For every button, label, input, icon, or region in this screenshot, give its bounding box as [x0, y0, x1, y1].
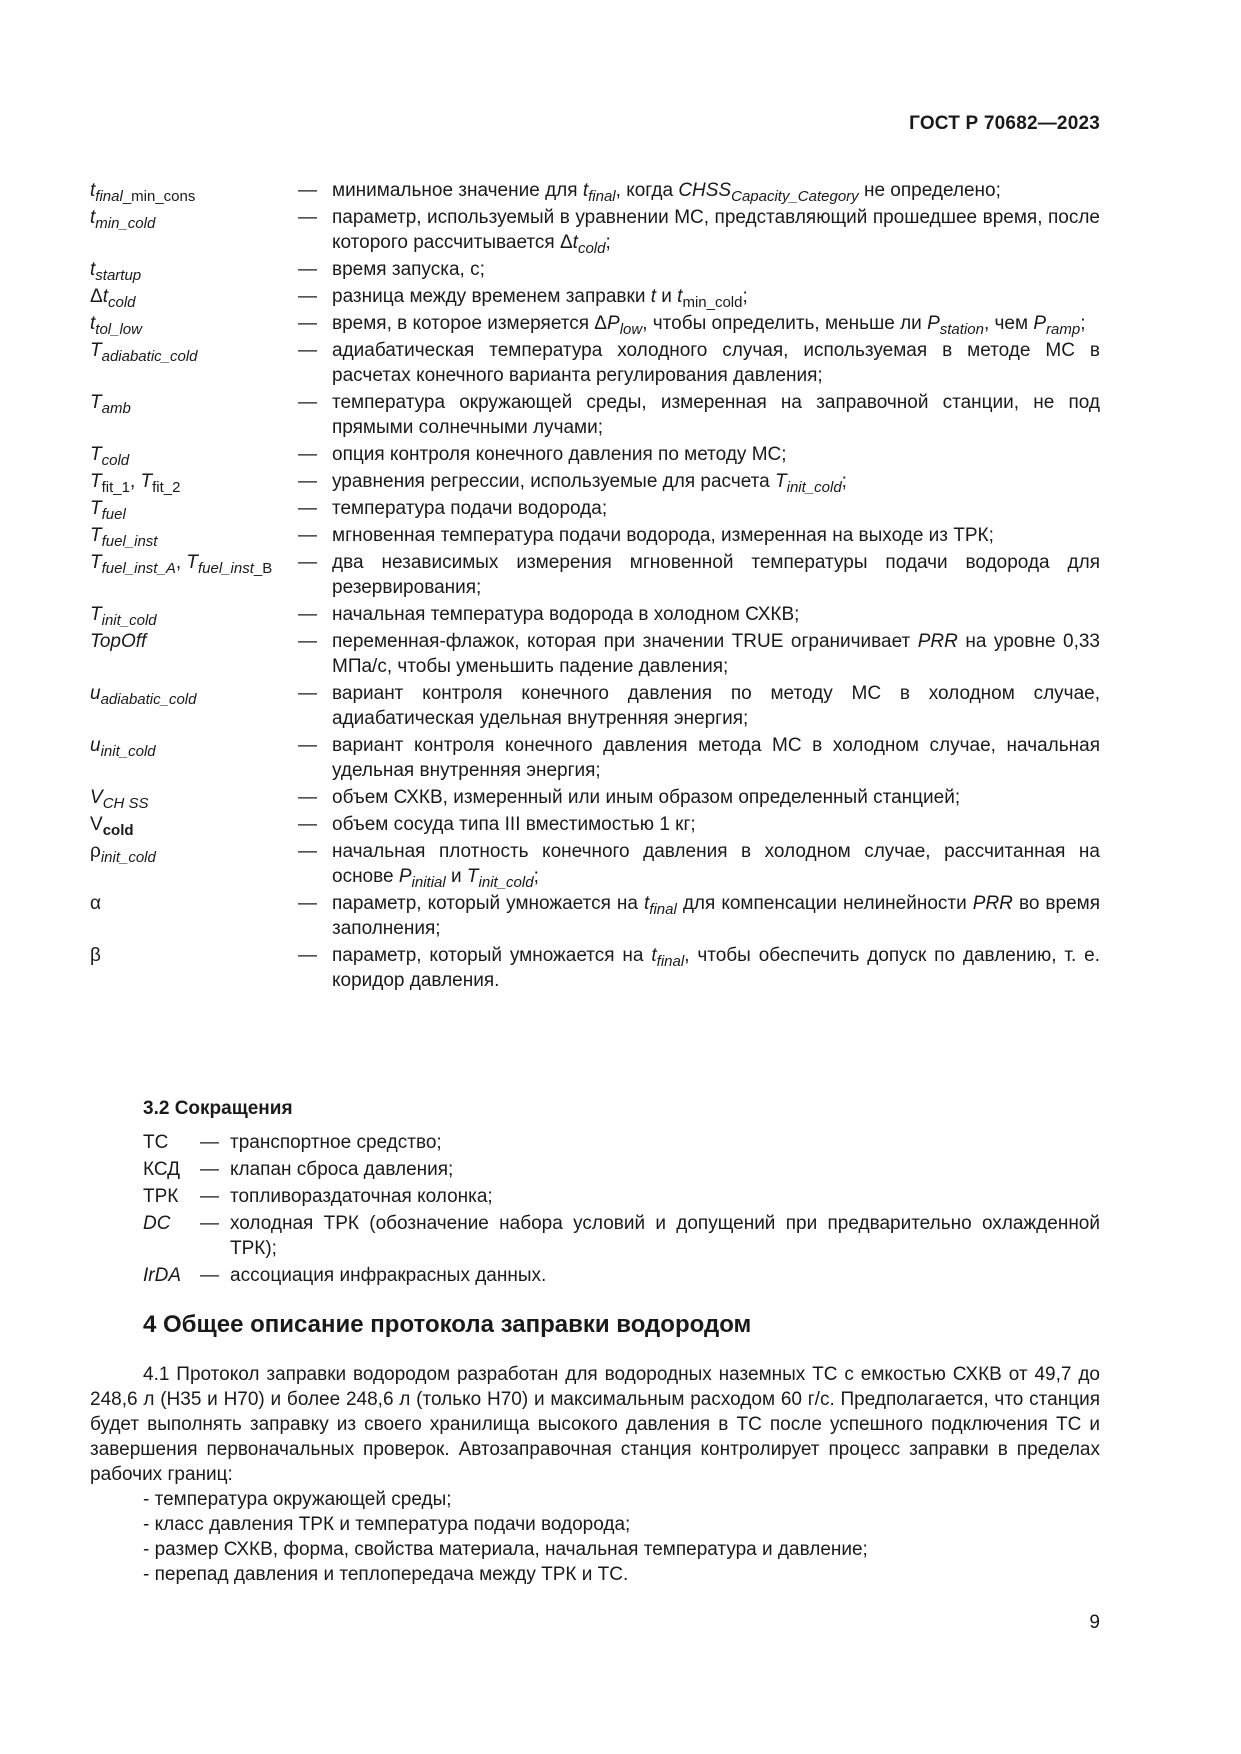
- symbol: $\rho_{init\_cold}$: [90, 841, 156, 866]
- definition-row: [90, 891, 1100, 941]
- abbreviation-text: топливораздаточная колонка;: [230, 1186, 493, 1207]
- abbreviation-text: клапан сброса давления;: [230, 1159, 454, 1180]
- definition-row: [90, 496, 1100, 521]
- definition-row: [90, 629, 1100, 679]
- definition-row: [90, 839, 1100, 889]
- definition-row: [90, 311, 1100, 336]
- definition-text: переменная-флажок, которая при значении TRUE ограничивает PRR на уровне 0,33 МПа/с, чтобы уменьшить падение давления;: [332, 631, 1100, 677]
- definition-text: вариант контроля конечного давления метода МС в холодном случае, начальная удельная внутренняя энергия;: [332, 735, 1100, 781]
- definition-text: температура подачи водорода;: [332, 498, 608, 519]
- definition-text: время запуска, с;: [332, 259, 485, 280]
- abbreviation-row: [143, 1130, 1100, 1155]
- definition-text: параметр, который умножается на $t_{final}$ для компенсации нелинейности PRR во время заполнения;: [332, 893, 1101, 939]
- definition-row: [90, 442, 1100, 467]
- dash: —: [298, 259, 317, 280]
- dash: —: [298, 180, 317, 201]
- definition-row: [90, 681, 1100, 731]
- definition-text: минимальное значение для $t_{final}$, когда $CHSS_{Capacity\_Category}$ не определено;: [332, 180, 1001, 205]
- definition-row: [90, 602, 1100, 627]
- symbol: $T_{amb}$: [90, 392, 131, 417]
- symbol: $V_{cold}$: [90, 814, 134, 839]
- definitions-list: [90, 178, 1100, 995]
- definition-row: [90, 733, 1100, 783]
- dash: —: [298, 735, 317, 756]
- dash: —: [298, 552, 317, 573]
- dash: —: [298, 841, 317, 862]
- dash: —: [200, 1265, 219, 1286]
- definition-text: температура окружающей среды, измеренная на заправочной станции, не под прямыми солнечными лучами;: [332, 392, 1100, 438]
- dash: —: [298, 631, 317, 652]
- symbol: $u_{adiabatic\_cold}$: [90, 683, 197, 708]
- abbreviation-text: холодная ТРК (обозначение набора условий и допущений при предварительно охлажденной ТРК);: [230, 1213, 1100, 1259]
- body-paragraph: 4.1 Протокол заправки водородом разработан для водородных наземных ТС с емкостью СХКВ от 49,7 до 248,6 л (Н35 и Н70) и более 248,6 л (только Н70) и максимальным расходом 60 г/с. Предполагается, что станция будет выполнять заправку из своего хранилища высокого давления в ТС после успешного подключения ТС и завершения первоначальных проверок. Автозаправочная станция контролирует процесс заправки в пределах рабочих границ:: [90, 1364, 1100, 1485]
- definition-row: [90, 943, 1100, 993]
- symbol: $V_{CH SS}$: [90, 787, 149, 812]
- dash: —: [298, 392, 317, 413]
- definition-text: уравнения регрессии, используемые для расчета $T_{init\_cold}$;: [332, 471, 847, 496]
- abbreviation-row: [143, 1184, 1100, 1209]
- definition-text: мгновенная температура подачи водорода, измеренная на выходе из ТРК;: [332, 525, 994, 546]
- dash: —: [298, 286, 317, 307]
- definition-row: [90, 205, 1100, 255]
- symbol: $u_{init\_cold}$: [90, 735, 156, 760]
- dash: —: [298, 340, 317, 361]
- definition-text: разница между временем заправки t и $t_{min\_cold}$;: [332, 286, 748, 311]
- symbol: $t_{min\_cold}$: [90, 207, 156, 232]
- symbol: $T_{fit\_1}$, $T_{fit\_2}$: [90, 471, 181, 496]
- abbreviation-row: [143, 1211, 1100, 1261]
- dash: —: [298, 604, 317, 625]
- definition-text: объем СХКВ, измеренный или иным образом определенный станцией;: [332, 787, 961, 808]
- dash: —: [298, 683, 317, 704]
- dash: —: [200, 1213, 219, 1234]
- dash: —: [298, 814, 317, 835]
- dash: —: [200, 1186, 219, 1207]
- symbol: β: [90, 945, 101, 966]
- dash: —: [298, 525, 317, 546]
- definition-row: [90, 178, 1100, 203]
- dash: —: [298, 313, 317, 334]
- subsection-heading: 3.2 Сокращения: [143, 1098, 293, 1119]
- abbreviation: DC: [143, 1213, 171, 1234]
- definition-row: [90, 338, 1100, 388]
- dash: —: [298, 893, 317, 914]
- dash: —: [200, 1159, 219, 1180]
- dash: —: [298, 444, 317, 465]
- abbreviation: КСД: [143, 1159, 181, 1180]
- dash: —: [298, 498, 317, 519]
- dash: —: [298, 207, 317, 228]
- abbreviation: ТС: [143, 1132, 169, 1153]
- definition-text: адиабатическая температура холодного случая, используемая в методе МС в расчетах конечного варианта регулирования давления;: [332, 340, 1100, 386]
- symbol: $T_{init\_cold}$: [90, 604, 157, 629]
- definition-row: [90, 550, 1100, 600]
- definition-row: [90, 284, 1100, 309]
- symbol: α: [90, 893, 101, 914]
- definition-row: [90, 257, 1100, 282]
- abbreviation-text: ассоциация инфракрасных данных.: [230, 1265, 547, 1286]
- definition-row: [90, 469, 1100, 494]
- symbol: $\Delta t_{cold}$: [90, 286, 136, 311]
- definition-text: начальная плотность конечного давления в холодном случае, рассчитанная на основе $P_{initial}$ и $T_{init\_cold}$;: [332, 841, 1100, 891]
- symbol: $t_{final\_min\_cons}$: [90, 180, 196, 205]
- abbreviation-row: [143, 1263, 1100, 1288]
- abbreviations-list: [143, 1130, 1100, 1290]
- symbol: $t_{startup}$: [90, 259, 142, 284]
- symbol: $T_{fuel}$: [90, 498, 126, 523]
- abbreviation-text: транспортное средство;: [230, 1132, 442, 1153]
- dash: —: [200, 1132, 219, 1153]
- symbol: $T_{fuel\_inst}$: [90, 525, 158, 550]
- definition-row: [90, 785, 1100, 810]
- abbreviation: IrDA: [143, 1265, 181, 1286]
- definition-text: опция контроля конечного давления по методу МС;: [332, 444, 787, 465]
- bullet-list: [143, 1487, 1100, 1587]
- definition-text: объем сосуда типа III вместимостью 1 кг;: [332, 814, 696, 835]
- list-item: - размер СХКВ, форма, свойства материала, начальная температура и давление;: [143, 1539, 868, 1560]
- dash: —: [298, 787, 317, 808]
- symbol: $T_{cold}$: [90, 444, 130, 469]
- definition-text: параметр, который умножается на $t_{final}$, чтобы обеспечить допуск по давлению, т. е. коридор давления.: [332, 945, 1100, 991]
- symbol: $T_{fuel\_inst\_A}$, $T_{fuel\_inst\_B}$: [90, 552, 273, 577]
- symbol: $T_{adiabatic\_cold}$: [90, 340, 198, 365]
- definition-row: [90, 523, 1100, 548]
- definition-text: время, в которое измеряется $\Delta P_{low}$, чтобы определить, меньше ли $P_{station}$, чем $P_{ramp}$;: [332, 313, 1086, 338]
- symbol: $t_{tol\_low}$: [90, 313, 142, 338]
- abbreviation-row: [143, 1157, 1100, 1182]
- list-item: - класс давления ТРК и температура подачи водорода;: [143, 1514, 631, 1535]
- abbreviation: ТРК: [143, 1186, 179, 1207]
- dash: —: [298, 471, 317, 492]
- list-item: - температура окружающей среды;: [143, 1489, 452, 1510]
- dash: —: [298, 945, 317, 966]
- definition-row: [90, 812, 1100, 837]
- symbol: TopOff: [90, 631, 147, 652]
- section-heading: 4 Общее описание протокола заправки водородом: [143, 1311, 752, 1338]
- definition-text: два независимых измерения мгновенной температуры подачи водорода для резервирования;: [332, 552, 1100, 598]
- document-id-header: ГОСТ Р 70682—2023: [909, 113, 1100, 134]
- definition-row: [90, 390, 1100, 440]
- definition-text: вариант контроля конечного давления по методу МС в холодном случае, адиабатическая удельная внутренняя энергия;: [332, 683, 1100, 729]
- list-item: - перепад давления и теплопередача между ТРК и ТС.: [143, 1564, 629, 1585]
- page-number: 9: [1089, 1612, 1100, 1633]
- definition-text: начальная температура водорода в холодном СХКВ;: [332, 604, 800, 625]
- definition-text: параметр, используемый в уравнении МС, представляющий прошедшее время, после которого рассчитывается $\Delta t_{cold}$;: [332, 207, 1100, 257]
